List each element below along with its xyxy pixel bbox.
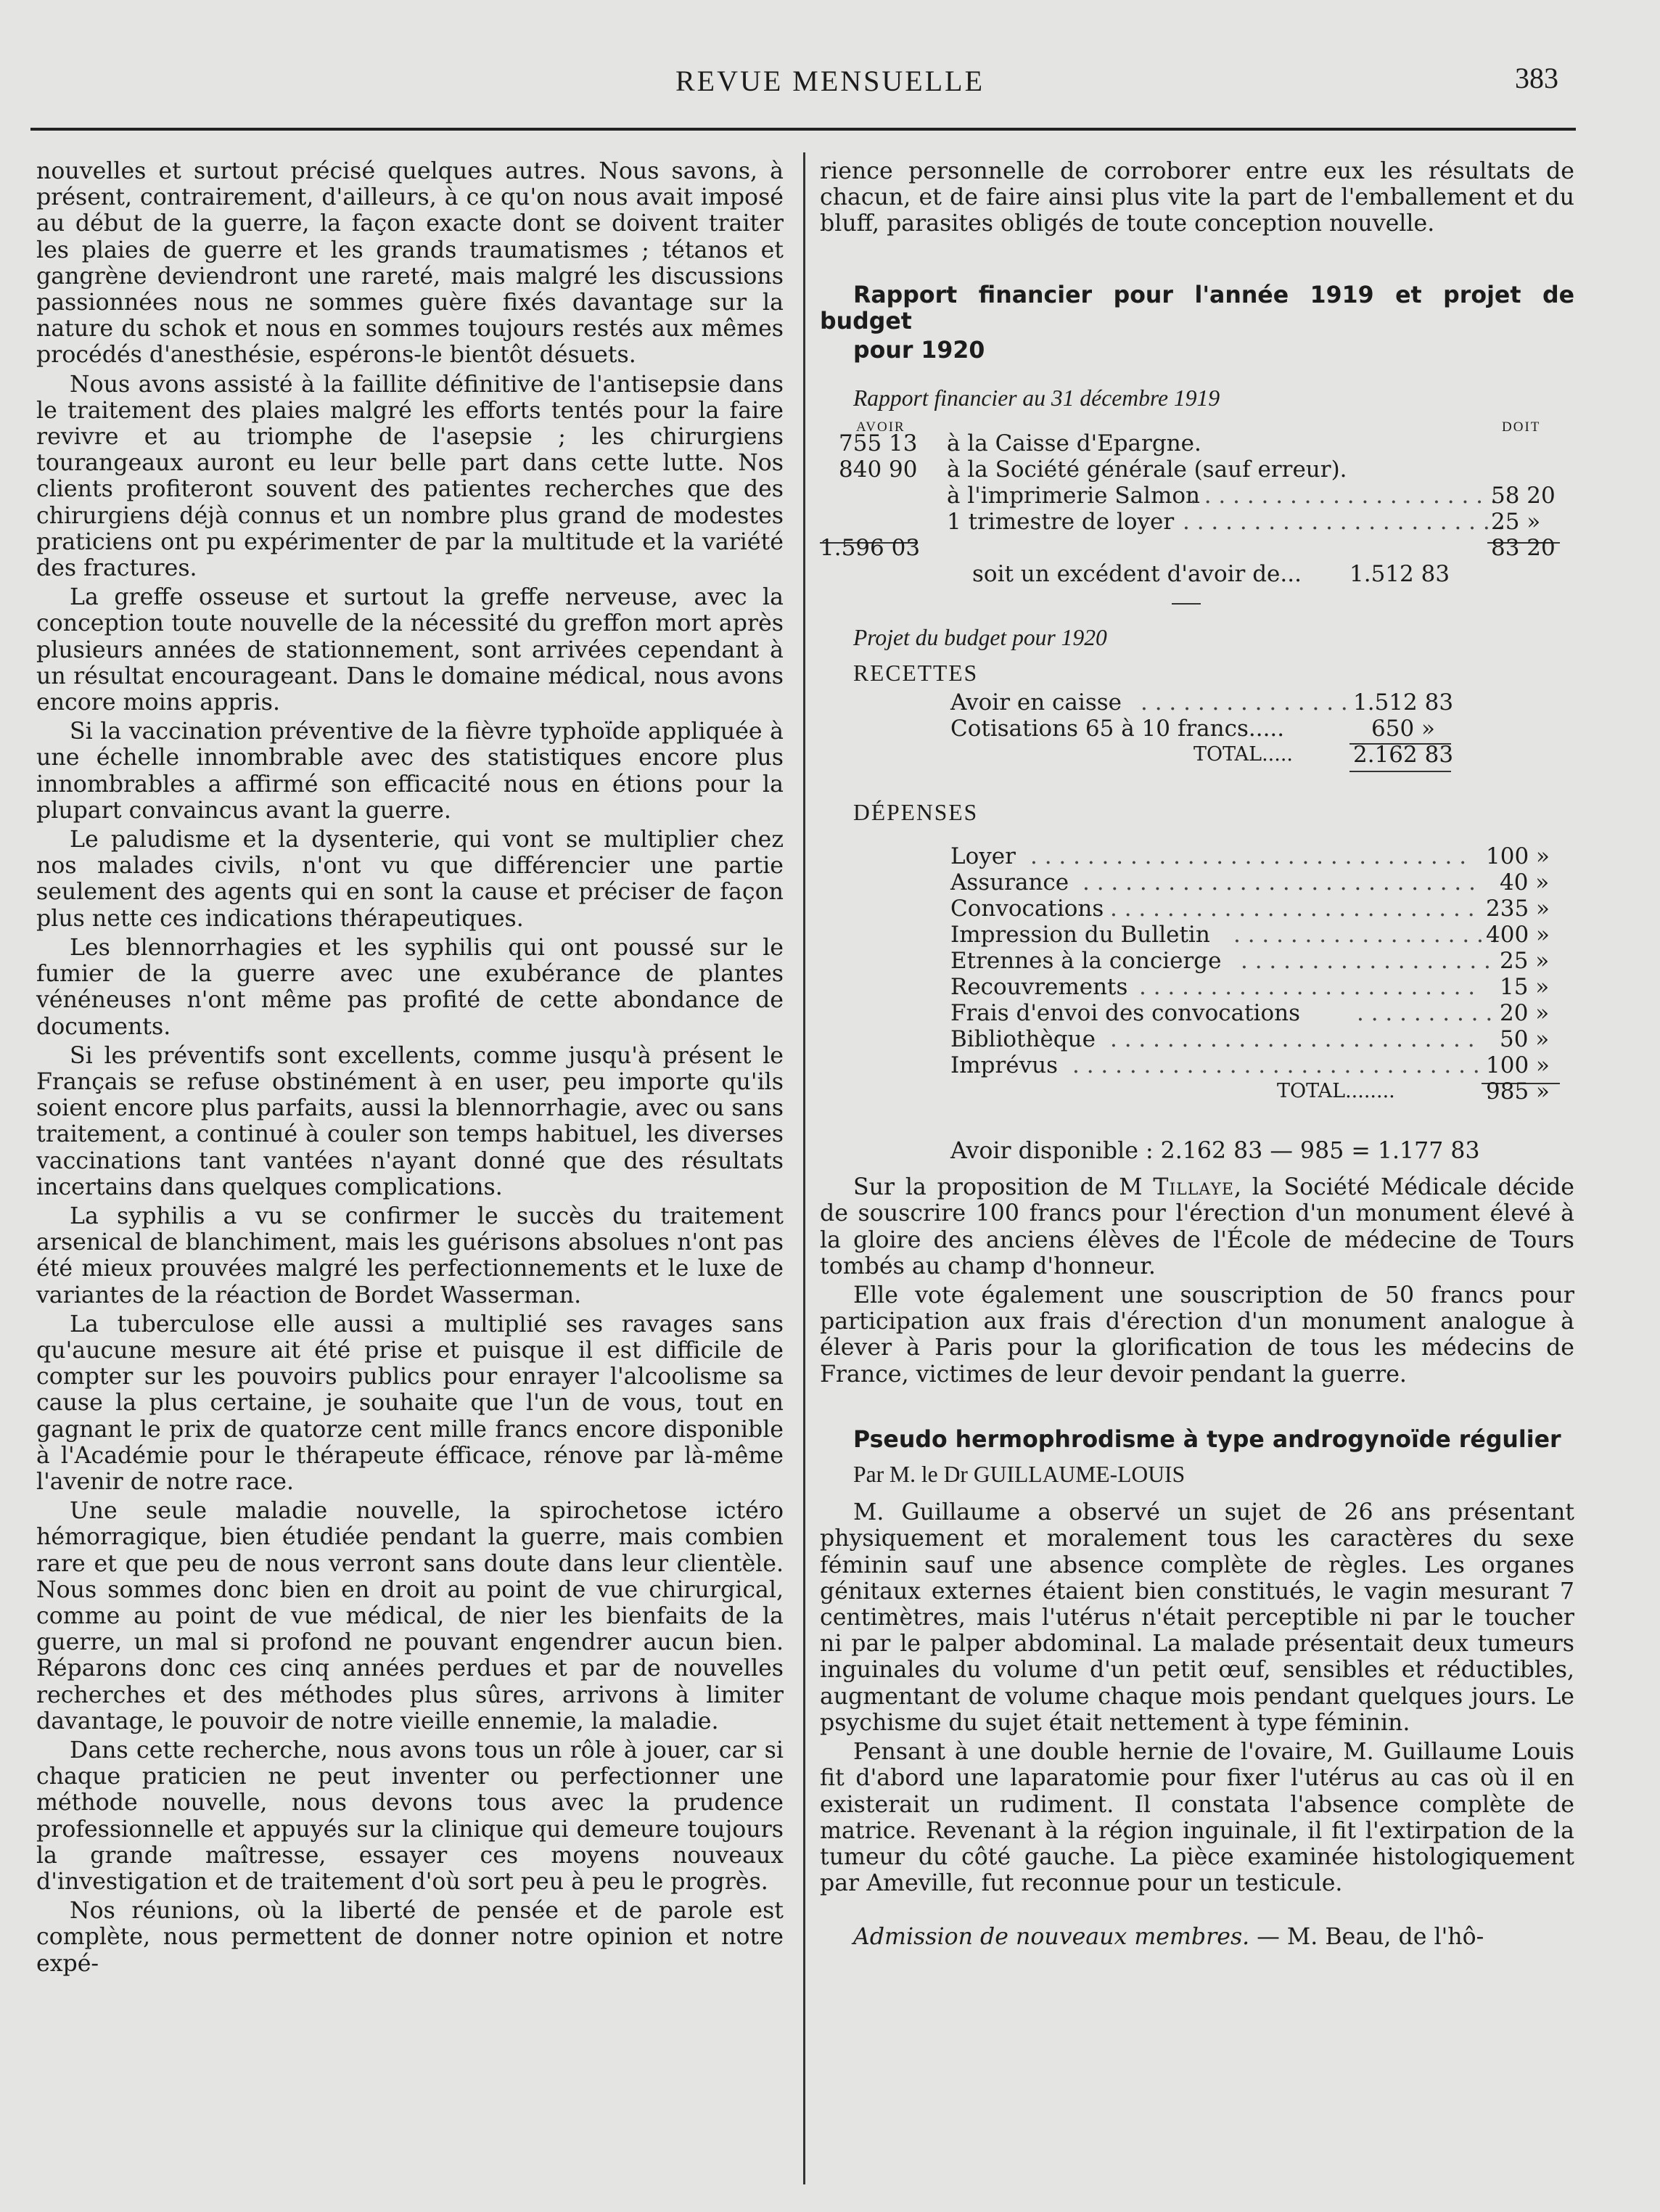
depense-label: Assurance xyxy=(950,869,1069,896)
depense-value: 235 » xyxy=(1486,896,1550,922)
pseudo-author: Par M. le Dr GUILLAUME-LOUIS xyxy=(853,1462,1186,1488)
depense-label: Imprévus xyxy=(950,1052,1059,1079)
header-rule xyxy=(30,128,1576,131)
depenses-table xyxy=(820,843,1574,1141)
depense-label: Loyer xyxy=(950,843,1016,870)
depense-value: 20 » xyxy=(1500,1000,1550,1027)
recette-row xyxy=(820,689,1574,716)
continuation-paragraph: rience personnelle de corroborer entre eux les résultats de chacun, et de faire ainsi plus vite la part de l'emballement et du bluff, parasites obligés de toute conception nouvelle. xyxy=(820,158,1574,237)
page-number: 383 xyxy=(1515,62,1558,94)
depense-row xyxy=(820,974,1574,1000)
depense-value: 400 » xyxy=(1486,922,1550,949)
depense-value: 50 » xyxy=(1500,1026,1550,1053)
paragraph: Si la vaccination préventive de la fièvre typhoïde appliquée à une échelle innombrable avec des statistiques encore plus innombrables a affirmé son efficacité nous en étions pour la plupart convaincus avant la guerre. xyxy=(36,718,784,824)
label-cell: à l'imprimerie Salmon xyxy=(947,483,1200,509)
paragraph: Nos réunions, où la liberté de pensée et de parole est complète, nous permettent de donner notre opinion et notre expé- xyxy=(36,1898,784,1977)
paragraph: Nous avons assisté à la faillite définitive de l'antisepsie dans le traitement des plaies malgré les efforts tentés pour la faire revivre et au triomphe de l'asepsie ; les chirurgiens tourangeaux auront eu leur belle part dans cette lutte. Nos clients profiteront souvent des patientes recherches que des chirurgiens déjà connus et un nombre plus grand de modestes praticiens ont pu expérimenter de par la multitude et la variété des fractures. xyxy=(36,371,784,582)
depense-label: Bibliothèque xyxy=(950,1026,1096,1053)
souscription-paragraph: Elle vote également une souscription de 50 francs pour participation aux frais d'érection d'un monument analogue à élever à Paris pour la glorification de tous les médecins de France, victimes de leur devoir pendant la guerre. xyxy=(820,1282,1574,1388)
right-column xyxy=(820,158,1574,1954)
financial-title-line2: pour 1920 xyxy=(853,337,985,364)
budget-subtitle: Projet du budget pour 1920 xyxy=(853,625,1107,651)
paragraph: La tuberculose elle aussi a multiplié ses ravages sans qu'aucune mesure ait été prise et puisque il est difficile de compter sur les pouvoirs publics pour enrayer l'alcoolisme sa cause la plus certaine, je souhaite que l'un de vous, tout en gagnant le prix de quatorze cent mille francs encore disponible à l'Académie pour le thérapeute éfficace, rénove par là-même l'avenir de notre race. xyxy=(36,1311,784,1495)
depense-value: 40 » xyxy=(1500,869,1550,896)
depense-label: Frais d'envoi des convocations xyxy=(950,1000,1300,1027)
paragraph: Les blennorrhagies et les syphilis qui ont poussé sur le fumier de la guerre avec une exubérance de plantes vénéneuses n'ont même pas profité de cette abondance de documents. xyxy=(36,934,784,1040)
recettes-table xyxy=(820,689,1574,804)
financial-title: Rapport financier pour l'année 1919 et projet de budget xyxy=(820,282,1574,335)
doit-label: DOIT xyxy=(1502,419,1541,435)
report-row xyxy=(820,509,1574,535)
recette-label: Avoir en caisse xyxy=(950,689,1122,716)
depense-row xyxy=(820,869,1574,896)
depense-value: 15 » xyxy=(1500,974,1550,1001)
depense-row xyxy=(820,896,1574,922)
leader-dots: . . . . . . . . . . . . . . . . . . . xyxy=(1233,922,1498,949)
depense-label: Impression du Bulletin xyxy=(950,922,1210,949)
admission-italic: Admission de nouveaux membres. xyxy=(853,1924,1250,1951)
leader-dots: . . . . . . . . . . . . . . . . . . . . . . . . . . xyxy=(1110,1026,1475,1053)
depense-value: 100 » xyxy=(1486,1052,1550,1079)
doit-cell: 25 » xyxy=(1491,509,1541,536)
doit-total: 83 20 xyxy=(1491,535,1556,562)
pseudo-title: Pseudo hermophrodisme à type androgynoïde régulier xyxy=(853,1426,1561,1453)
excess-row xyxy=(820,561,1574,587)
leader-dots: . . . . . . . . . . . . . . . . . . . . . . . . . . . . . . . xyxy=(1030,843,1467,870)
admission-rest: — M. Beau, de l'hô- xyxy=(1249,1924,1484,1951)
leader-dots: . . . . . . . . . . . . . . . . . . . . . . . . xyxy=(1139,974,1476,1001)
tillaye-prefix: Sur la proposition de M xyxy=(853,1174,1143,1201)
admission-paragraph xyxy=(820,1924,1574,1950)
depense-row xyxy=(820,948,1574,974)
paragraph: Le paludisme et la dysenterie, qui vont se multiplier chez nos malades civils, n'ont vu que différencier une partie seulement des agents qui en sont la cause et préciser de façon plus nette ces indications thérapeutiques. xyxy=(36,827,784,932)
paragraph: La greffe osseuse et surtout la greffe nerveuse, avec la conception toute nouvelle de la nécessité du greffon mort après plusieurs années de stationnement, sont arrivées cependant à un résultat encourageant. Dans le domaine médical, nous avons encore moins appris. xyxy=(36,584,784,716)
depense-label: Convocations xyxy=(950,896,1104,922)
paragraph: Si les préventifs sont excellents, comme jusqu'à présent le Français se refuse obstinément à en user, peu importe qu'ils soient encore plus parfaits, aussi la blennorrhagie, avec ou sans traitement, a continué à couler son temps habituel, les diverses vaccinations tant vantées n'ayant donné que des résultats incertains dans quelques complications. xyxy=(36,1042,784,1200)
tillaye-paragraph xyxy=(820,1174,1574,1279)
excess-value: 1.512 83 xyxy=(1349,561,1450,588)
pseudo-paragraph: Pensant à une double hernie de l'ovaire, M. Guillaume Louis fit d'abord une laparatomie pour fixer l'utérus au cas où il en existerait un rudiment. Il constata l'absence complète de matrice. Revenant à la région inguinale, il fit l'extirpation de la tumeur du côté gauche. La pièce examinée histologiquement par Ameville, fut reconnue pour un testicule. xyxy=(820,1739,1574,1897)
depense-label: Recouvrements xyxy=(950,974,1128,1001)
left-column xyxy=(36,158,784,1980)
depenses-label: DÉPENSES xyxy=(853,799,979,825)
report-subtitle: Rapport financier au 31 décembre 1919 xyxy=(853,385,1220,411)
label-cell: 1 trimestre de loyer xyxy=(947,509,1175,536)
column-divider xyxy=(803,152,805,2184)
recettes-label: RECETTES xyxy=(853,660,979,686)
recettes-total-value: 2.162 83 xyxy=(1353,741,1454,768)
leader-dots: . . . . . . . . . . . . . . . . . . . . . . . . . . . . xyxy=(1082,869,1476,896)
tillaye-name: Tillaye xyxy=(1153,1174,1234,1201)
report-row xyxy=(820,430,1574,456)
depense-row xyxy=(820,1000,1574,1026)
depense-row xyxy=(820,1052,1574,1078)
report-total-row xyxy=(820,535,1574,561)
running-title: REVUE MENSUELLE xyxy=(675,65,985,97)
tillaye-rest: , la Société Médicale décide de souscrire 100 francs pour l'érection d'un monument élevé à la gloire des anciens élèves de l'École de médecine de Tours tombés au champ d'honneur. xyxy=(820,1174,1575,1279)
short-separator xyxy=(1172,603,1201,605)
depense-row xyxy=(820,843,1574,869)
depense-value: 25 » xyxy=(1500,948,1550,975)
report-row xyxy=(820,456,1574,483)
recettes-total-label: TOTAL..... xyxy=(1193,742,1294,766)
leader-dots: . . . . . . . . . . . . . . . . . . . . . . . . . . . . . xyxy=(1072,1052,1480,1079)
avoir-cell: 840 90 xyxy=(839,456,918,483)
paragraph: Dans cette recherche, nous avons tous un rôle à jouer, car si chaque praticien ne peut inventer ou perfectionner une méthode nouvelle, nous devons tous avec la prudence professionnelle et appuyés sur la clinique qui demeure toujours la grande maîtresse, essayer ces moyens nouveaux d'investigation et de traitement d'où sort peu à peu le progrès. xyxy=(36,1737,784,1895)
report-row xyxy=(820,483,1574,509)
leader-dots: . . . . . . . . . . . . . . . . . . xyxy=(1241,948,1491,975)
excess-label: soit un excédent d'avoir de... xyxy=(972,561,1302,588)
recettes-bottom-rule xyxy=(1349,771,1451,772)
paragraph: Une seule maladie nouvelle, la spirochetose ictéro hémorragique, bien étudiée pendant la guerre, mais combien rare et que peu de nous verront sans doute dans leur clientèle. Nous sommes donc bien en droit au point de vue chirurgical, comme au point de vue médical, de nier les bienfaits de la guerre, un mal si profond ne pouvant engendrer aucun bien. Réparons donc ces cinq années perdues et par de nouvelles recherches et des méthodes plus sûres, arrivons à limiter davantage, le pouvoir de notre vieille ennemie, la maladie. xyxy=(36,1498,784,1734)
leader-dots: . . . . . . . . . . . . . . . . . . . . . . xyxy=(1190,483,1497,509)
recette-label: Cotisations 65 à 10 francs..... xyxy=(950,715,1285,742)
doit-cell: 58 20 xyxy=(1491,483,1556,509)
depense-value: 100 » xyxy=(1486,843,1550,870)
depense-row xyxy=(820,1026,1574,1052)
depenses-total-label: TOTAL........ xyxy=(1277,1080,1395,1103)
avoir-label: AVOIR xyxy=(856,419,905,435)
depenses-total-row xyxy=(820,1078,1574,1105)
depense-row xyxy=(820,922,1574,948)
leader-dots: . . . . . . . . . . . . . . . . . . . . . . . . . . xyxy=(1110,896,1475,922)
recette-value: 1.512 83 xyxy=(1353,689,1454,716)
label-cell: à la Caisse d'Epargne. xyxy=(947,430,1201,457)
avoir-disponible: Avoir disponible : 2.162 83 — 985 = 1.177 83 xyxy=(950,1138,1480,1165)
avoir-total: 1.596 03 xyxy=(820,535,921,562)
leader-dots: . . . . . . . . . . . . . . . . . . . . . . . xyxy=(1183,509,1505,536)
recette-value: 650 » xyxy=(1371,715,1435,742)
leader-dots: . . . . . . . . . . xyxy=(1357,1000,1493,1027)
depense-label: Etrennes à la concierge xyxy=(950,948,1222,975)
financial-report xyxy=(820,414,1574,596)
label-cell: à la Société générale (sauf erreur). xyxy=(947,456,1347,483)
leader-dots: . . . . . . . . . . . . . . . xyxy=(1141,689,1348,716)
paragraph: La syphilis a vu se confirmer le succès du traitement arsenical de blanchiment, mais les guérisons absolues n'ont pas été mieux prouvées malgré les perfectionnements et le luxe de variantes de la réaction de Bordet Wasserman. xyxy=(36,1203,784,1308)
pseudo-paragraph: M. Guillaume a observé un sujet de 26 ans présentant physiquement et moralement tous les caractères du sexe féminin sauf une absence complète de règles. Les organes génitaux externes étaient bien constitués, le vagin mesurant 7 centimètres, mais l'utérus n'était perceptible ni par le toucher ni par le palper abdominal. La malade présentait deux tumeurs inguinales du volume d'un petit œuf, sensibles et réductibles, augmentant de volume chaque mois pendant quelques jours. Le psychisme du sujet était nettement à type féminin. xyxy=(820,1499,1574,1736)
paragraph: nouvelles et surtout précisé quelques autres. Nous savons, à présent, contrairement, d'ailleurs, à ce qu'on nous avait imposé au début de la guerre, la façon exacte dont se doivent traiter les plaies de guerre et les grands traumatismes ; tétanos et gangrène deviendront une rareté, mais malgré les discussions passionnées nous ne sommes guère fixés davantage sur la nature du schok et nous en sommes toujours restés aux mêmes procédés d'anesthésie, espérons-le bientôt désuets. xyxy=(36,158,784,369)
recette-row xyxy=(820,716,1574,742)
recettes-total-row xyxy=(820,742,1574,768)
depenses-total-value: 985 » xyxy=(1486,1078,1550,1105)
avoir-cell: 755 13 xyxy=(839,430,918,457)
